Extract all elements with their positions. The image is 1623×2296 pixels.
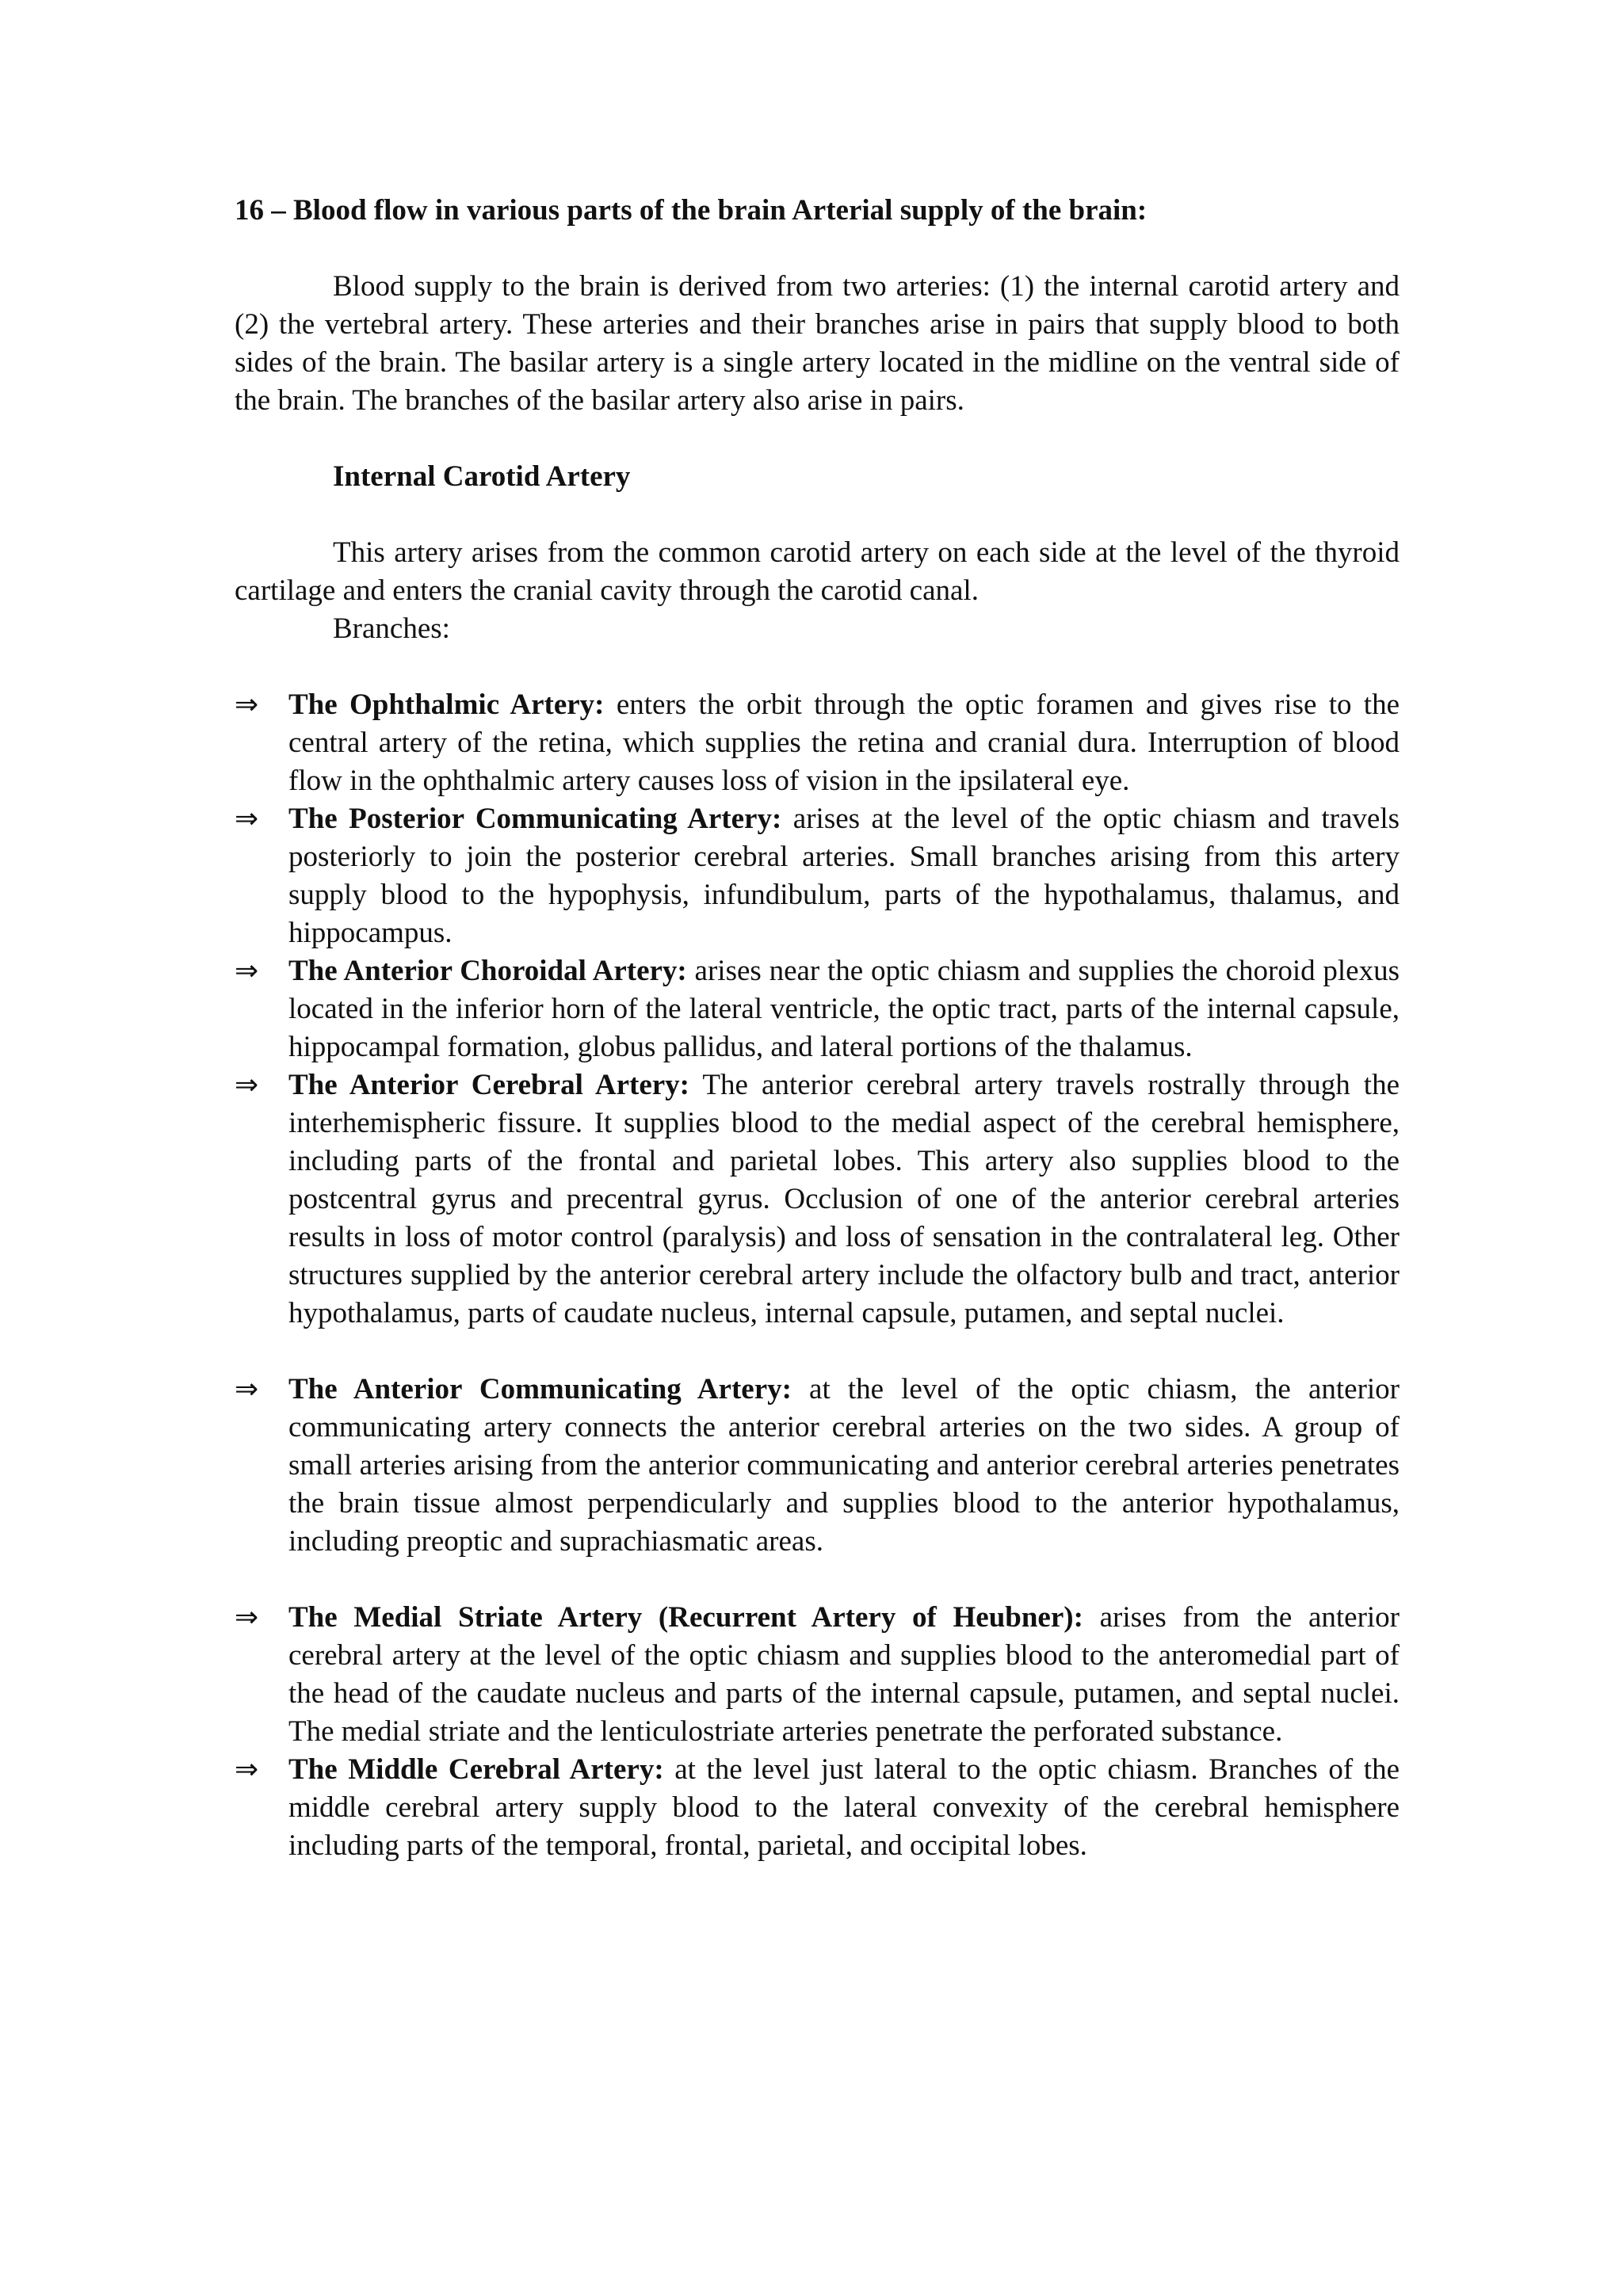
branch-term: The Anterior Communicating Artery: bbox=[288, 1373, 792, 1405]
arrow-icon: ⇒ bbox=[235, 1753, 259, 1786]
section-title: Internal Carotid Artery bbox=[333, 460, 631, 493]
branch-term: The Posterior Communicating Artery: bbox=[288, 803, 782, 835]
arrow-icon: ⇒ bbox=[235, 688, 259, 721]
arrow-icon: ⇒ bbox=[235, 1601, 259, 1634]
list-item bbox=[235, 952, 1400, 1066]
list-item bbox=[235, 1751, 1400, 1865]
branches-list-continued bbox=[235, 1371, 1400, 1561]
branch-text: arises from the anterior cerebral artery at the level of the optic chiasm and supplies blood to the anteromedial part of the head of the caudate nucleus and parts of the internal capsule, putamen, and septal nuclei. The medial striate and the lenticulostriate arteries penetrate the perforated substance. bbox=[288, 1601, 1400, 1748]
branch-text: The anterior cerebral artery travels rostrally through the interhemispheric fissure. It supplies blood to the medial aspect of the cerebral hemisphere, including parts of the frontal and parietal lobes. This artery also supplies blood to the postcentral gyrus and precentral gyrus. Occlusion of one of the anterior cerebral arteries results in loss of motor control (paralysis) and loss of sensation in the contralateral leg. Other structures supplied by the anterior cerebral artery include the olfactory bulb and tract, anterior hypothalamus, parts of caudate nucleus, internal capsule, putamen, and septal nuclei. bbox=[288, 1069, 1400, 1329]
spacer bbox=[235, 420, 1400, 458]
page-heading: 16 – Blood flow in various parts of the brain Arterial supply of the brain: bbox=[235, 194, 1148, 227]
branches-list bbox=[235, 686, 1400, 1333]
intro-paragraph: Blood supply to the brain is derived from two arteries: (1) the internal carotid artery and (2) the vertebral artery. These arteries and their branches arise in pairs that supply blood to both sides of the brain. The basilar artery is a single artery located in the midline on the ventral side of the brain. The branches of the basilar artery also arise in pairs. bbox=[235, 270, 1400, 417]
arrow-icon: ⇒ bbox=[235, 955, 259, 987]
branch-text: arises at the level of the optic chiasm and travels posteriorly to join the posterior cerebral arteries. Small branches arising from this artery supply blood to the hypophysis, infundibulum, parts of the hypothalamus, thalamus, and hippocampus. bbox=[288, 803, 1400, 949]
list-item bbox=[235, 1599, 1400, 1751]
branches-list-final bbox=[235, 1599, 1400, 1865]
spacer bbox=[235, 1333, 1400, 1371]
section-paragraph: This artery arises from the common carotid artery on each side at the level of the thyroid cartilage and enters the cranial cavity through the carotid canal. bbox=[235, 536, 1400, 607]
arrow-icon: ⇒ bbox=[235, 803, 259, 835]
branch-term: The Medial Striate Artery (Recurrent Artery of Heubner): bbox=[288, 1601, 1083, 1634]
branch-term: The Ophthalmic Artery: bbox=[288, 688, 605, 721]
branch-term: The Anterior Cerebral Artery: bbox=[288, 1069, 690, 1101]
branch-text: at the level just lateral to the optic chiasm. Branches of the middle cerebral artery supply blood to the lateral convexity of the cerebral hemisphere including parts of the temporal, frontal, parietal, and occipital lobes. bbox=[288, 1753, 1400, 1862]
branch-text: at the level of the optic chiasm, the anterior communicating artery connects the anterior cerebral arteries on the two sides. A group of small arteries arising from the anterior communicating and anterior cerebral arteries penetrates the brain tissue almost perpendicularly and supplies blood to the anterior hypothalamus, including preoptic and suprachiasmatic areas. bbox=[288, 1373, 1400, 1558]
arrow-icon: ⇒ bbox=[235, 1069, 259, 1101]
branches-label: Branches: bbox=[333, 612, 450, 645]
list-item bbox=[235, 800, 1400, 952]
spacer bbox=[235, 230, 1400, 268]
branch-term: The Anterior Choroidal Artery: bbox=[288, 955, 687, 987]
spacer bbox=[235, 648, 1400, 686]
list-item bbox=[235, 1371, 1400, 1561]
branch-text: enters the orbit through the optic foramen and gives rise to the central artery of the retina, which supplies the retina and cranial dura. Interruption of blood flow in the ophthalmic artery causes loss of vision in the ipsilateral eye. bbox=[288, 688, 1400, 797]
arrow-icon: ⇒ bbox=[235, 1373, 259, 1405]
list-item bbox=[235, 686, 1400, 800]
spacer bbox=[235, 496, 1400, 534]
document-page bbox=[235, 192, 1400, 1865]
branch-term: The Middle Cerebral Artery: bbox=[288, 1753, 664, 1786]
list-item bbox=[235, 1066, 1400, 1333]
branch-text: arises near the optic chiasm and supplies the choroid plexus located in the inferior horn of the lateral ventricle, the optic tract, parts of the internal capsule, hippocampal formation, globus pallidus, and lateral portions of the thalamus. bbox=[288, 955, 1400, 1063]
spacer bbox=[235, 1561, 1400, 1599]
